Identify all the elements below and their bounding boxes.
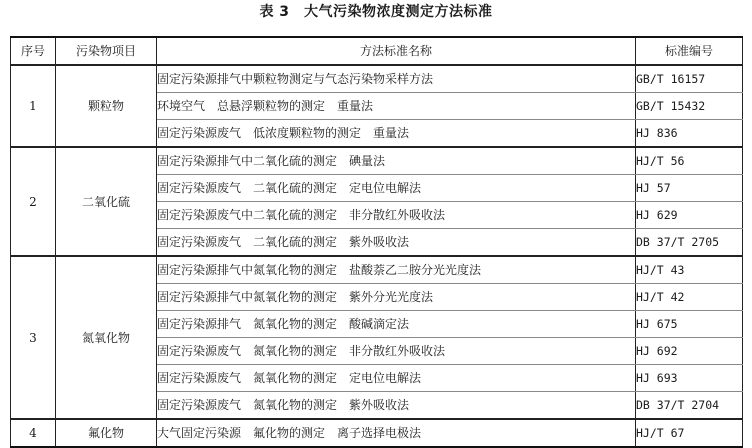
standard-code: DB 37/T 2704	[636, 392, 743, 420]
header-num: 序号	[11, 37, 56, 65]
method-name: 固定污染源排气 氮氧化物的测定 酸碱滴定法	[157, 311, 636, 338]
header-item: 污染物项目	[56, 37, 157, 65]
group-num: 2	[11, 147, 56, 256]
pollutant-item: 氟化物	[56, 419, 157, 447]
standard-code: DB 37/T 2705	[636, 229, 743, 257]
method-name: 固定污染源排气中颗粒物测定与气态污染物采样方法	[157, 65, 636, 93]
method-name: 环境空气 总悬浮颗粒物的测定 重量法	[157, 93, 636, 120]
method-name: 大气固定污染源 氟化物的测定 离子选择电极法	[157, 419, 636, 447]
method-name: 固定污染源废气 二氧化硫的测定 定电位电解法	[157, 175, 636, 202]
standard-code: HJ/T 56	[636, 147, 743, 175]
method-name: 固定污染源排气中氮氧化物的测定 盐酸萘乙二胺分光光度法	[157, 256, 636, 284]
standard-code: HJ 836	[636, 120, 743, 148]
standard-code: GB/T 15432	[636, 93, 743, 120]
method-name: 固定污染源废气中二氧化硫的测定 非分散红外吸收法	[157, 202, 636, 229]
group-num: 3	[11, 256, 56, 419]
table-row	[11, 256, 743, 284]
standard-code: HJ/T 43	[636, 256, 743, 284]
group-num: 4	[11, 419, 56, 447]
table-caption: 表 3 大气污染物浓度测定方法标准	[259, 4, 493, 20]
standard-code: HJ/T 67	[636, 419, 743, 447]
pollutant-item: 二氧化硫	[56, 147, 157, 256]
standard-code: HJ 692	[636, 338, 743, 365]
standard-code: HJ 693	[636, 365, 743, 392]
header-row	[11, 37, 743, 65]
table-row	[11, 147, 743, 175]
header-method: 方法标准名称	[157, 37, 636, 65]
method-name: 固定污染源废气 二氧化硫的测定 紫外吸收法	[157, 229, 636, 257]
standards-table	[10, 36, 743, 448]
method-name: 固定污染源废气 氮氧化物的测定 定电位电解法	[157, 365, 636, 392]
method-name: 固定污染源排气中氮氧化物的测定 紫外分光光度法	[157, 284, 636, 311]
method-name: 固定污染源废气 氮氧化物的测定 非分散红外吸收法	[157, 338, 636, 365]
table-row	[11, 419, 743, 447]
standard-code: HJ/T 42	[636, 284, 743, 311]
method-name: 固定污染源废气 低浓度颗粒物的测定 重量法	[157, 120, 636, 148]
pollutant-item: 颗粒物	[56, 65, 157, 147]
method-name: 固定污染源排气中二氧化硫的测定 碘量法	[157, 147, 636, 175]
header-code: 标准编号	[636, 37, 743, 65]
standard-code: HJ 629	[636, 202, 743, 229]
pollutant-item: 氮氧化物	[56, 256, 157, 419]
standard-code: GB/T 16157	[636, 65, 743, 93]
standard-code: HJ 675	[636, 311, 743, 338]
group-num: 1	[11, 65, 56, 147]
table-row	[11, 65, 743, 93]
standard-code: HJ 57	[636, 175, 743, 202]
method-name: 固定污染源废气 氮氧化物的测定 紫外吸收法	[157, 392, 636, 420]
